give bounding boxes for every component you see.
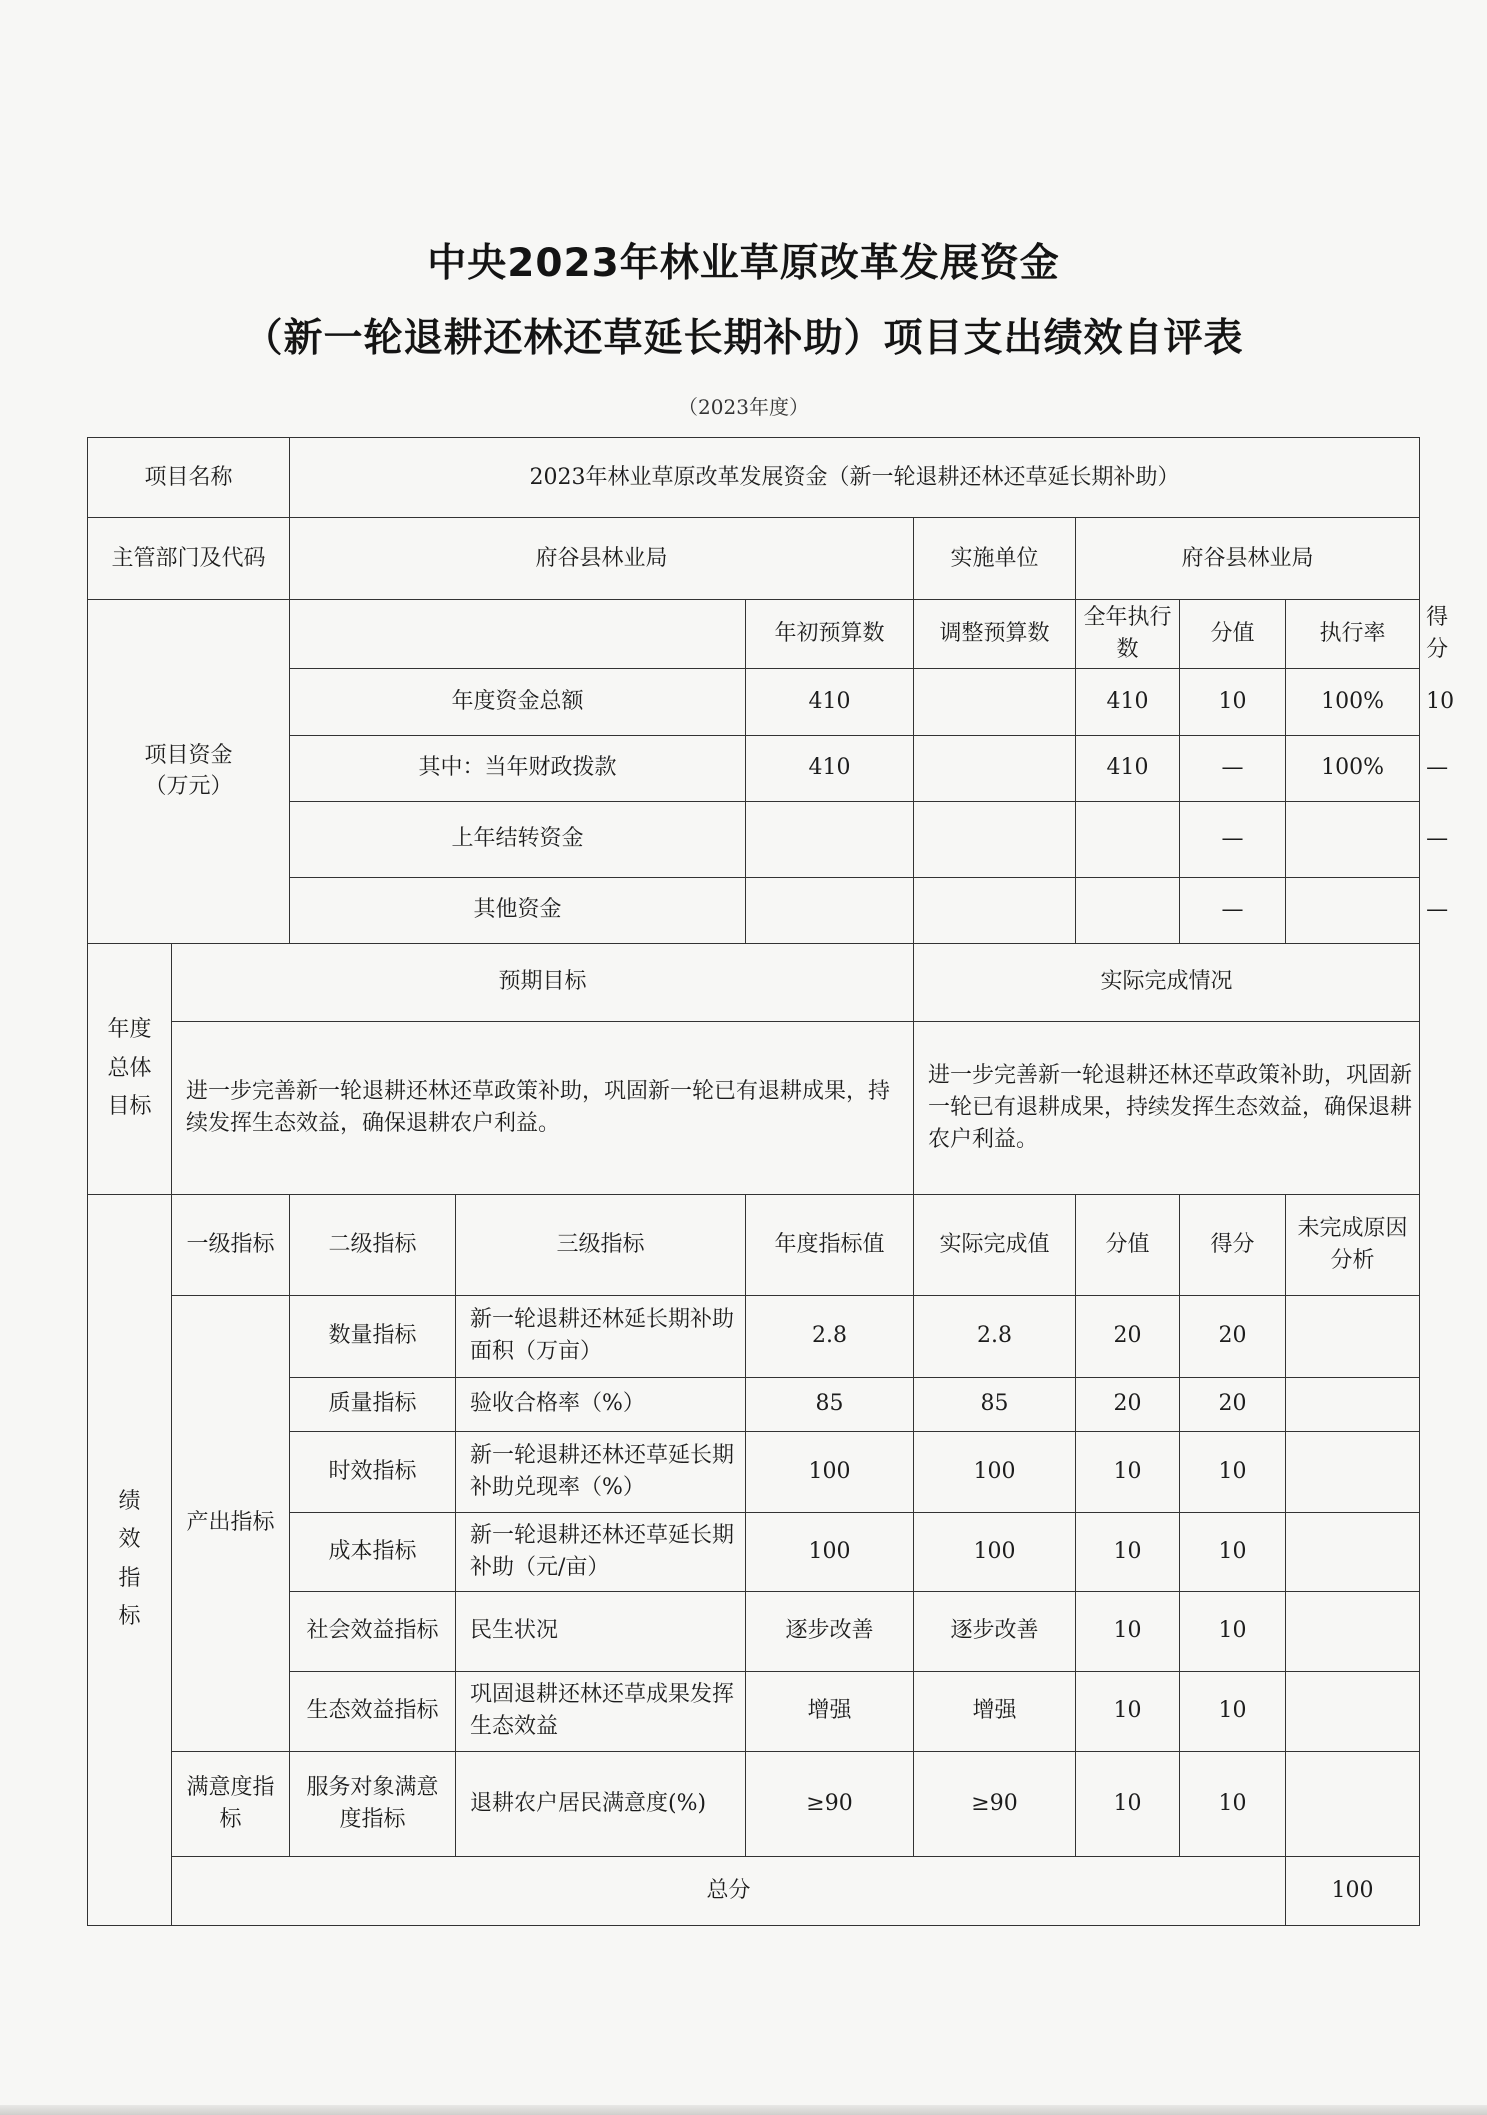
project-name-row	[88, 438, 1420, 518]
header-actual: 实际完成值	[914, 1194, 1076, 1295]
goals-section-char: 年度	[107, 1017, 152, 1043]
funds-row-label: 其他资金	[290, 877, 746, 943]
indicator-level2: 质量指标	[290, 1377, 456, 1431]
header-level3: 三级指标	[456, 1194, 746, 1295]
goals-content-row	[88, 1021, 1420, 1194]
funds-header-row: 项目资金 （万元） 年初预算数 调整预算数 全年执行数 分值 执行率 得分	[88, 600, 1420, 669]
indicator-level3: 巩固退耕还林还草成果发挥生态效益	[456, 1671, 746, 1751]
header-score: 得分	[1180, 1194, 1286, 1295]
total-score: 100	[1286, 1856, 1420, 1925]
funds-row-adjusted	[914, 877, 1076, 943]
funds-row: 其中：当年财政拨款 410 410 — 100% —	[88, 735, 1420, 801]
indicator-reason	[1286, 1751, 1420, 1856]
indicators-section-label	[88, 1194, 172, 1925]
indicator-score: 10	[1180, 1512, 1286, 1591]
indicator-actual: ≥90	[914, 1751, 1076, 1856]
indicator-level2: 生态效益指标	[290, 1671, 456, 1751]
expected-goal-text: 进一步完善新一轮退耕还林还草政策补助，巩固新一轮已有退耕成果，持续发挥生态效益，确保退耕农户利益。	[172, 1021, 914, 1194]
level1-satisfaction: 满意度指标	[172, 1751, 290, 1856]
funds-header-initial: 年初预算数	[746, 600, 914, 669]
total-row	[88, 1856, 1420, 1925]
indicator-level3: 验收合格率（%）	[456, 1377, 746, 1431]
indicator-reason	[1286, 1591, 1420, 1671]
indicators-section-char: 标	[118, 1604, 141, 1630]
funds-header-rate: 执行率	[1286, 600, 1420, 669]
goals-section-char: 目标	[107, 1094, 152, 1120]
self-evaluation-table	[87, 437, 1455, 1926]
funds-row-adjusted	[914, 735, 1076, 801]
indicator-score-value: 20	[1076, 1295, 1180, 1377]
header-level1: 一级指标	[172, 1194, 290, 1295]
indicator-level2: 社会效益指标	[290, 1591, 456, 1671]
indicator-score: 20	[1180, 1377, 1286, 1431]
indicators-section-char: 绩	[118, 1488, 141, 1514]
indicator-score-value: 10	[1076, 1591, 1180, 1671]
actual-completion-text: 进一步完善新一轮退耕还林还草政策补助，巩固新一轮已有退耕成果，持续发挥生态效益，确保退耕农户利益。	[914, 1021, 1420, 1194]
indicator-level2: 服务对象满意度指标	[290, 1751, 456, 1856]
indicator-score: 10	[1180, 1751, 1286, 1856]
funds-section-label-line1: 项目资金	[144, 742, 233, 768]
funds-row-adjusted	[914, 801, 1076, 877]
funds-row: 年度资金总额 410 410 10 100% 10	[88, 668, 1420, 735]
funds-row: 其他资金 — —	[88, 877, 1420, 943]
funds-header-adjusted: 调整预算数	[914, 600, 1076, 669]
funds-row-executed: 410	[1076, 668, 1180, 735]
funds-row-adjusted	[914, 668, 1076, 735]
funds-row-score-value: —	[1180, 877, 1286, 943]
indicator-score: 10	[1180, 1431, 1286, 1512]
funds-row-label: 年度资金总额	[290, 668, 746, 735]
funds-row-executed	[1076, 877, 1180, 943]
department-row	[88, 518, 1420, 600]
funds-row-initial	[746, 801, 914, 877]
department-value: 府谷县林业局	[290, 518, 914, 600]
funds-row-score-value: 10	[1180, 668, 1286, 735]
funds-row-rate	[1286, 877, 1420, 943]
funds-row-score-value: —	[1180, 735, 1286, 801]
goals-section-char: 总体	[107, 1055, 152, 1081]
indicator-reason	[1286, 1512, 1420, 1591]
expected-goal-header: 预期目标	[172, 943, 914, 1021]
actual-completion-header: 实际完成情况	[914, 943, 1420, 1021]
indicator-target: 85	[746, 1377, 914, 1431]
goals-header-row	[88, 943, 1420, 1021]
header-level2: 二级指标	[290, 1194, 456, 1295]
indicator-score-value: 10	[1076, 1431, 1180, 1512]
indicator-score-value: 10	[1076, 1671, 1180, 1751]
funds-row-label: 其中：当年财政拨款	[290, 735, 746, 801]
indicator-score: 10	[1180, 1591, 1286, 1671]
indicator-score: 20	[1180, 1295, 1286, 1377]
indicator-level3: 民生状况	[456, 1591, 746, 1671]
page-bottom-edge	[0, 2105, 1487, 2115]
department-label: 主管部门及代码	[88, 518, 290, 600]
indicator-score-value: 20	[1076, 1377, 1180, 1431]
funds-header-executed: 全年执行数	[1076, 600, 1180, 669]
funds-row-initial: 410	[746, 735, 914, 801]
document-title-line2: （新一轮退耕还林还草延长期补助）项目支出绩效自评表	[243, 316, 1244, 361]
funds-row-label: 上年结转资金	[290, 801, 746, 877]
indicator-target: 逐步改善	[746, 1591, 914, 1671]
indicator-score-value: 10	[1076, 1751, 1180, 1856]
indicator-target: 增强	[746, 1671, 914, 1751]
funds-row-initial: 410	[746, 668, 914, 735]
indicator-level3: 新一轮退耕还林还草延长期补助（元/亩）	[456, 1512, 746, 1591]
indicator-row	[88, 1295, 1420, 1377]
funds-row-rate	[1286, 801, 1420, 877]
indicator-score: 10	[1180, 1671, 1286, 1751]
indicator-score-value: 10	[1076, 1512, 1180, 1591]
indicators-section-char: 指	[118, 1565, 141, 1591]
total-label: 总分	[172, 1856, 1286, 1925]
indicator-level2: 时效指标	[290, 1431, 456, 1512]
header-score-value: 分值	[1076, 1194, 1180, 1295]
indicator-reason	[1286, 1295, 1420, 1377]
implementing-unit-label: 实施单位	[914, 518, 1076, 600]
indicator-target: 100	[746, 1512, 914, 1591]
funds-header-blank	[290, 600, 746, 669]
funds-row-rate: 100%	[1286, 735, 1420, 801]
indicator-actual: 100	[914, 1431, 1076, 1512]
indicator-target: 100	[746, 1431, 914, 1512]
indicators-section-char: 效	[118, 1527, 141, 1553]
goals-section-label	[88, 943, 172, 1194]
indicator-reason	[1286, 1431, 1420, 1512]
project-name-value: 2023年林业草原改革发展资金（新一轮退耕还林还草延长期补助）	[290, 438, 1420, 518]
funds-section-label	[88, 600, 290, 944]
funds-row-rate: 100%	[1286, 668, 1420, 735]
project-name-label: 项目名称	[88, 438, 290, 518]
indicator-actual: 逐步改善	[914, 1591, 1076, 1671]
year-note: （2023年度）	[678, 395, 809, 419]
funds-row: 上年结转资金 — —	[88, 801, 1420, 877]
indicators-header-row	[88, 1194, 1420, 1295]
indicator-level3: 新一轮退耕还林延长期补助面积（万亩）	[456, 1295, 746, 1377]
level1-output: 产出指标	[172, 1295, 290, 1751]
indicator-reason	[1286, 1671, 1420, 1751]
header-target: 年度指标值	[746, 1194, 914, 1295]
funds-header-score-value: 分值	[1180, 600, 1286, 669]
funds-section-label-line2: （万元）	[144, 774, 233, 800]
indicator-target: ≥90	[746, 1751, 914, 1856]
indicator-level3: 退耕农户居民满意度(%)	[456, 1751, 746, 1856]
indicator-actual: 100	[914, 1512, 1076, 1591]
header-reason: 未完成原因分析	[1286, 1194, 1420, 1295]
indicator-actual: 增强	[914, 1671, 1076, 1751]
indicator-level3: 新一轮退耕还林还草延长期补助兑现率（%）	[456, 1431, 746, 1512]
funds-row-executed: 410	[1076, 735, 1180, 801]
funds-row-score-value: —	[1180, 801, 1286, 877]
indicator-level2: 成本指标	[290, 1512, 456, 1591]
indicator-row	[88, 1751, 1420, 1856]
indicator-target: 2.8	[746, 1295, 914, 1377]
indicator-actual: 2.8	[914, 1295, 1076, 1377]
indicator-actual: 85	[914, 1377, 1076, 1431]
implementing-unit-value: 府谷县林业局	[1076, 518, 1420, 600]
funds-row-executed	[1076, 801, 1180, 877]
document-title-line1: 中央2023年林业草原改革发展资金	[427, 241, 1060, 286]
indicator-reason	[1286, 1377, 1420, 1431]
funds-row-initial	[746, 877, 914, 943]
indicator-level2: 数量指标	[290, 1295, 456, 1377]
